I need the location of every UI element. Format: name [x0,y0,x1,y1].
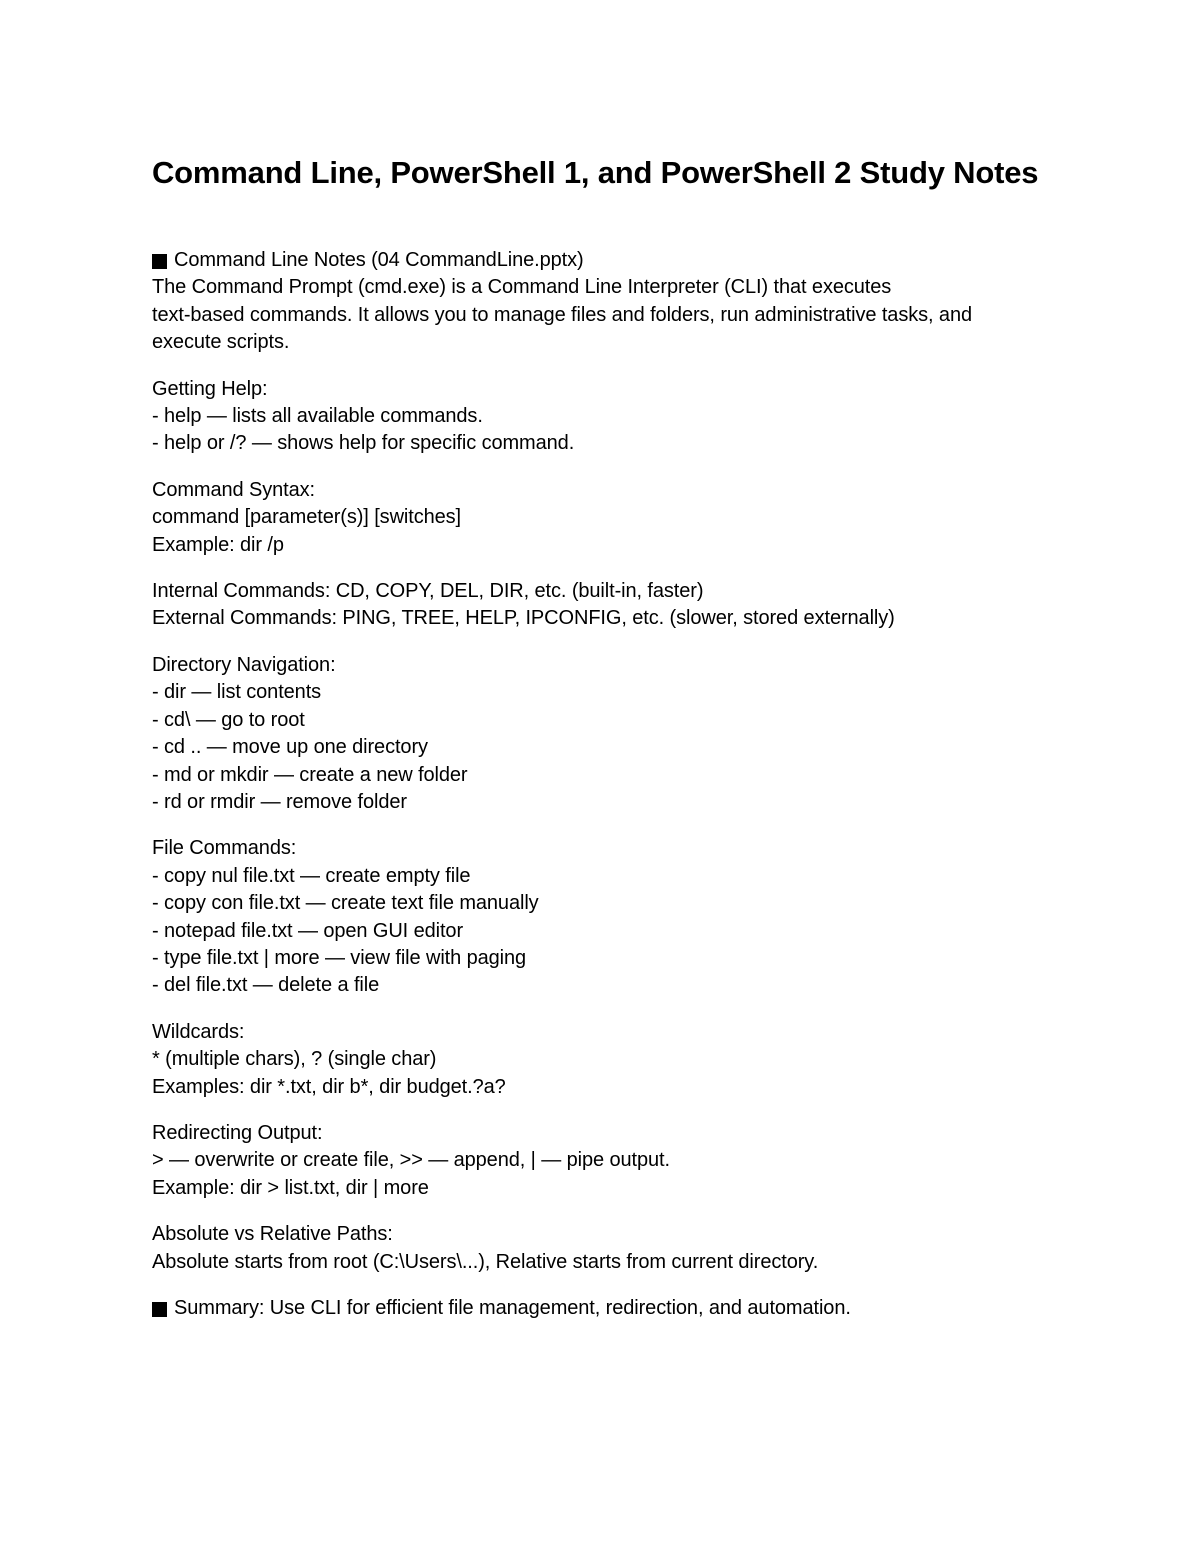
list-item: - help or /? — shows help for specific command. [152,432,575,455]
list-item: * (multiple chars), ? (single char) [152,1048,437,1071]
block-directory-navigation [152,652,1112,816]
block-redirecting-output [152,1120,1112,1202]
block-heading: Directory Navigation: [152,653,336,676]
list-item: - type file.txt | more — view file with paging [152,946,527,969]
section-command-line [152,247,1112,357]
list-item: External Commands: PING, TREE, HELP, IPCONFIG, etc. (slower, stored externally) [152,607,895,630]
block-heading: Absolute vs Relative Paths: [152,1223,393,1246]
list-item: Examples: dir *.txt, dir b*, dir budget.?a? [152,1075,506,1098]
block-internal-external [152,578,1112,633]
list-item: - rd or rmdir — remove folder [152,790,407,813]
block-heading: Command Syntax: [152,478,316,501]
block-heading: Wildcards: [152,1020,245,1043]
summary [152,1295,1112,1322]
list-item: Absolute starts from root (C:\Users\...), Relative starts from current directory. [152,1250,819,1273]
summary-line [152,1295,1112,1322]
list-item: Example: dir > list.txt, dir | more [152,1176,429,1199]
list-item: - cd .. — move up one directory [152,736,428,759]
black-square-icon [152,254,167,269]
summary-text: Summary: Use CLI for efficient file management, redirection, and automation. [174,1297,851,1319]
list-item: Example: dir /p [152,533,284,556]
list-item: command [parameter(s)] [switches] [152,506,462,529]
section-heading [152,247,1112,274]
block-heading: Getting Help: [152,377,268,400]
block-heading: Redirecting Output: [152,1121,323,1144]
section-heading-text: Command Line Notes (04 CommandLine.pptx) [174,249,584,271]
list-item: - del file.txt — delete a file [152,974,380,997]
block-command-syntax [152,477,1112,559]
black-square-icon [152,1302,167,1317]
list-item: > — overwrite or create file, >> — append, | — pipe output. [152,1149,670,1172]
intro-line: The Command Prompt (cmd.exe) is a Command Line Interpreter (CLI) that executes [152,276,892,299]
block-paths [152,1221,1112,1276]
page-title: Command Line, PowerShell 1, and PowerShell 2 Study Notes [152,155,1039,190]
list-item: Internal Commands: CD, COPY, DEL, DIR, etc. (built-in, faster) [152,580,704,603]
list-item: - notepad file.txt — open GUI editor [152,919,464,942]
intro-line: execute scripts. [152,331,290,354]
intro-line: text-based commands. It allows you to manage files and folders, run administrative tasks, and [152,303,972,326]
list-item: - dir — list contents [152,681,322,704]
block-getting-help [152,376,1112,458]
list-item: - cd\ — go to root [152,708,305,731]
block-wildcards [152,1019,1112,1101]
document-page [152,154,1112,1341]
list-item: - copy nul file.txt — create empty file [152,864,471,887]
block-file-commands [152,835,1112,999]
list-item: - help — lists all available commands. [152,405,483,428]
list-item: - copy con file.txt — create text file manually [152,892,539,915]
list-item: - md or mkdir — create a new folder [152,763,468,786]
block-heading: File Commands: [152,837,297,860]
